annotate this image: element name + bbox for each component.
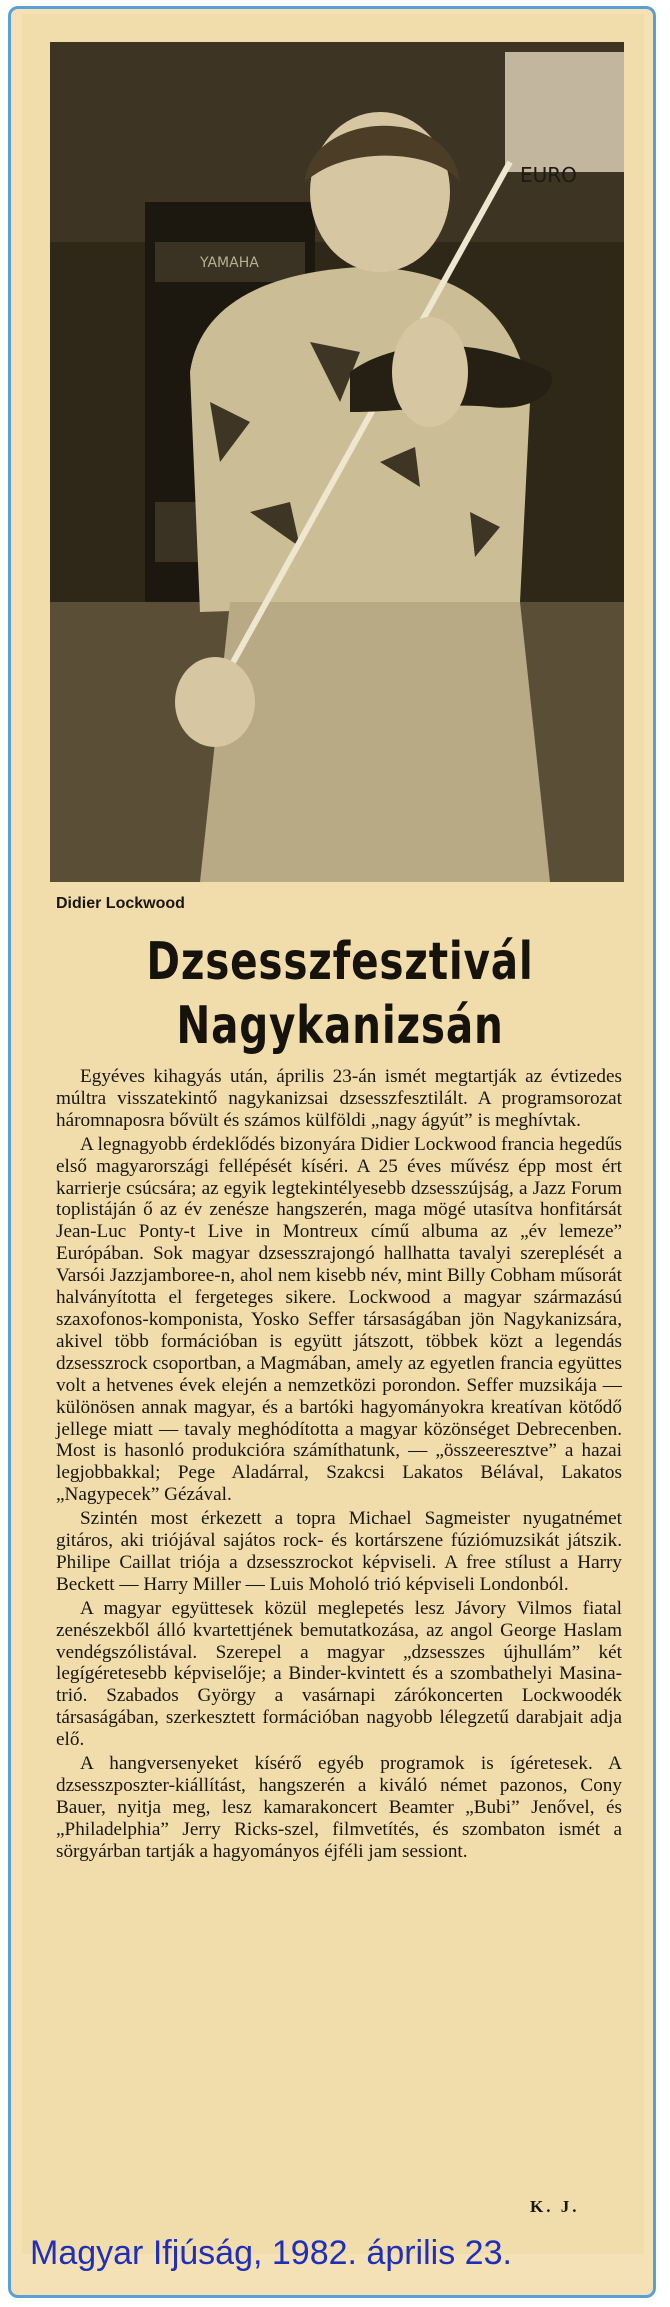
author-signature: K. J. [530,2197,580,2216]
article-paragraph: A magyar együttesek közül meglepetés lesz Jávory Vilmos fiatal zenészekből álló kvartettjének bemutatkozása, az angol George Haslam vendégszólistával. Szerepel a magyar „dzsesszes újhullám” két legígéretesebb képviselője; a Binder-kvintett és a szombathelyi Masina-trió. Szabados György a vasárnapi zárókoncerten Lockwoodék társaságában, szerkesztett formációban nagyobb lélegzetű darabjait adja elő. [56,1597,622,1751]
headline [122,930,559,1058]
photo-caption: Didier Lockwood [56,895,185,912]
photo-violinist [50,42,624,882]
article-paragraph: Egyéves kihagyás után, április 23-án ismét megtartják az évtizedes múltra visszatekintő nagykanizsai dzsesszfesztilált. A programsorozat háromnaposra bővült és számos külföldi „nagy ágyút” is meghívtak. [56,1066,622,1131]
article-paragraph: Szintén most érkezett a topra Michael Sagmeister nyugatnémet gitáros, aki triójával sajátos rock- és kortárszene fúziómuzsikát játszik. Philipe Caillat triója a dzsesszrockot képviseli. A free stílust a Harry Beckett — Harry Miller — Luis Moholó trió képviseli Londonból. [56,1508,622,1595]
headline-line-2: Nagykanizsán [176,996,504,1056]
source-citation: Magyar Ifjúság, 1982. április 23. [30,2234,512,2272]
sign-text: EURO [520,163,577,187]
article-paragraph: A legnagyobb érdeklődés bizonyára Didier Lockwood francia hegedűs első magyarországi fellépését kíséri. A 25 éves művész épp most ért karrierje csúcsára; az egyik legtekintélyesebb dzsesszújság, a Jazz Forum toplistáján ő az év zenésze hangszerén, maga mögé utasítva honfitársát Jean-Luc Ponty-t Live in Montreux című albuma az „év lemeze” Európában. Sok magyar dzsesszrajongó hallhatta tavalyi szereplését a Varsói Jazzjamboree-n, ahol nem kisebb név, mint Billy Cobham műsorát halványította el fergeteges sikere. Lockwood a magyar származású szaxofonos-komponista, Yosko Seffer társaságában jön Nagykanizsára, akivel több formációban is együtt játszott, többek közt a legendás dzsesszrock csoportban, a Magmában, amely az egyetlen francia együttes volt a hetvenes évek elején a nemzetközi porondon. Seffer muzsikája — különösen annak magyar, és a bartóki hagyományokra kreatívan kötődő jellege miatt — tavaly meghódította a magyar közönséget Debrecenben. Most is hasonló produkcióra számíthatunk, — „összeeresztve” a hazai legjobbakkal; Pege Aladárral, Szakcsi Lakatos Bélával, Lakatos „Nagypecek” Gézával. [56,1133,622,1506]
photo-illustration [50,42,624,882]
headline-line-1: Dzsesszfesztivál [146,932,534,992]
article-body [56,1066,622,1863]
article-paragraph: A hangversenyeket kísérő egyéb programok is ígéretesek. A dzsesszposzter-kiállítást, hangszerén a kiváló német pazonos, Cony Bauer, nyitja meg, lesz kamarakoncert Beamter „Bubi” Jenővel, és „Philadelphia” Jerry Ricks-szel, filmvetítés, és szombaton ismét a sörgyárban tartják a hagyományos éjféli jam sessiont. [56,1753,622,1862]
amp-text: YAMAHA [200,255,259,271]
